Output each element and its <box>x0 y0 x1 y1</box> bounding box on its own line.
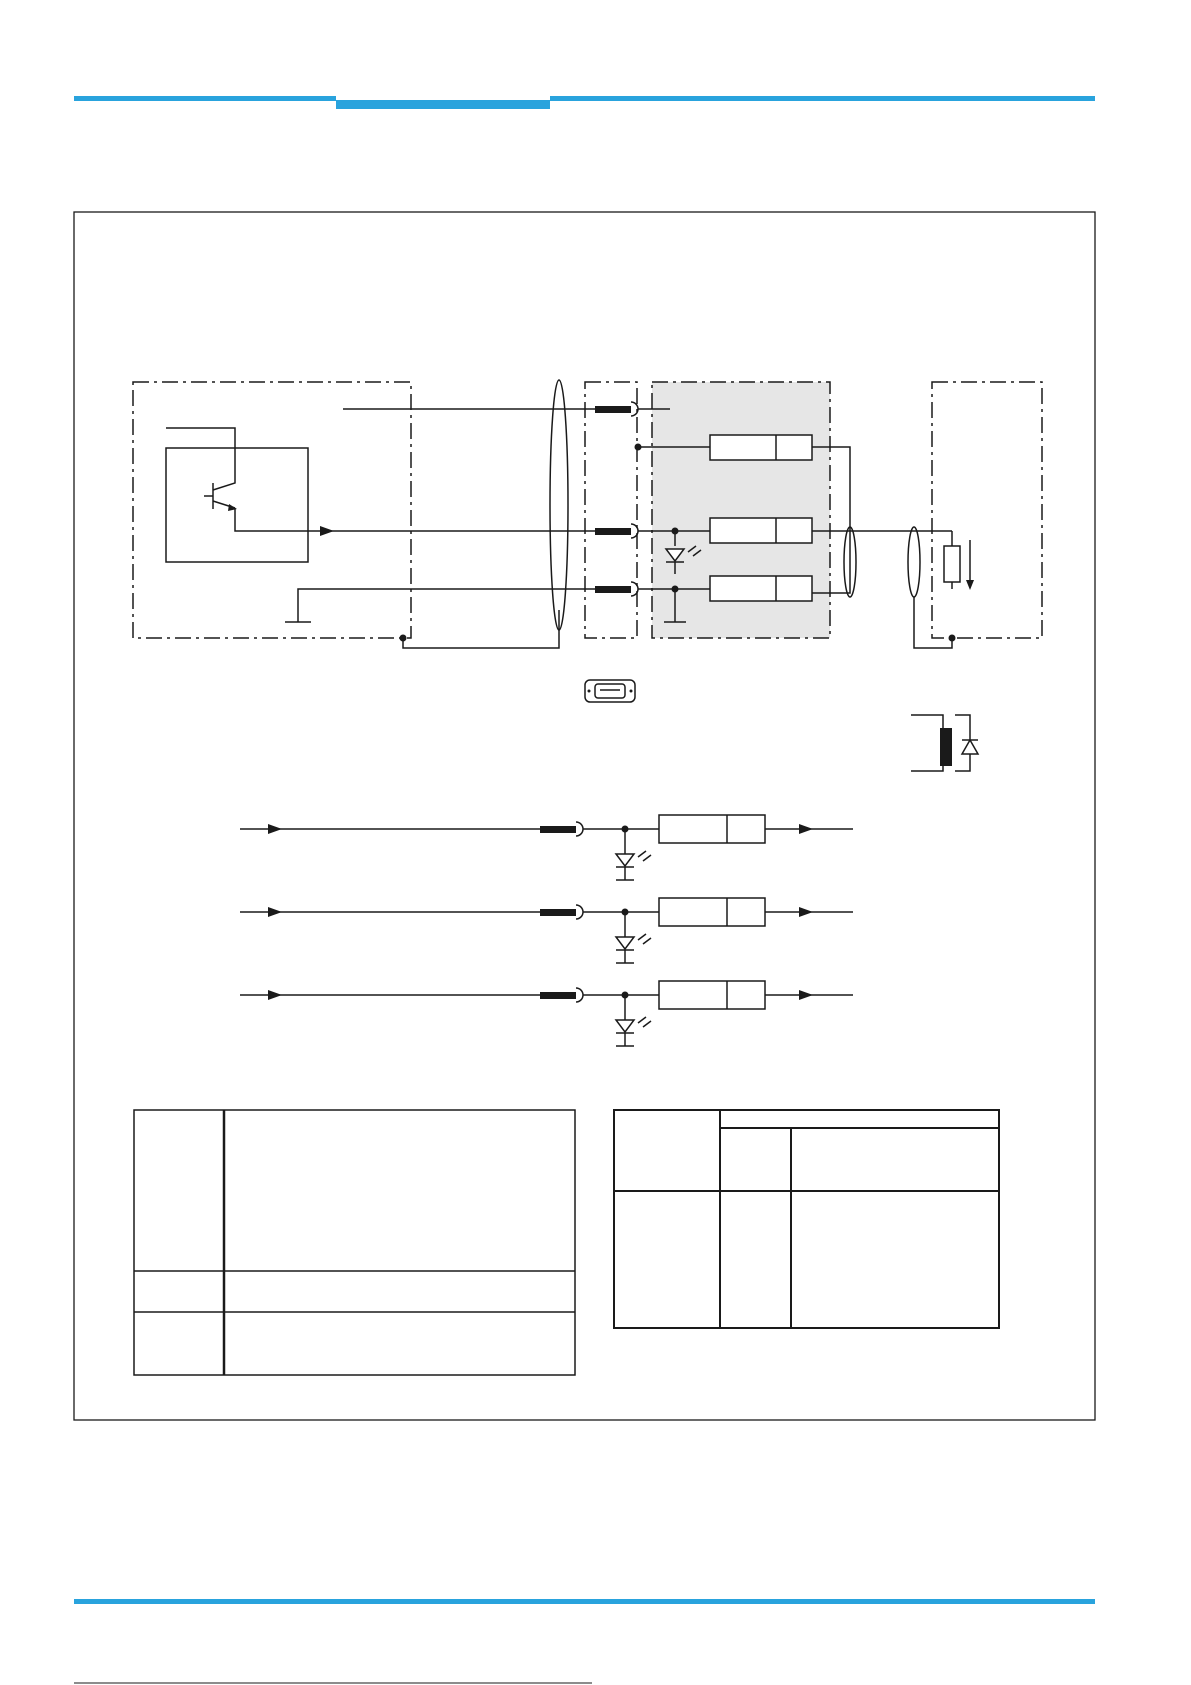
right-table <box>614 1110 999 1328</box>
channel-arrow-out-icon <box>799 824 813 834</box>
header-rule-tab <box>336 100 550 109</box>
pin-marker-3 <box>595 582 638 596</box>
header-rule <box>74 96 1095 109</box>
sub-d-connector-icon <box>585 680 635 702</box>
load-boundary-box <box>932 382 1042 638</box>
module-block-1 <box>710 435 812 460</box>
channel-arrow-out-icon <box>799 907 813 917</box>
header-rule-left <box>74 96 336 101</box>
channel-arrow-in-icon <box>268 824 282 834</box>
sensor-boundary-box <box>133 382 411 638</box>
channel-arrow-out-icon <box>799 990 813 1000</box>
channel-pin-socket <box>576 822 583 836</box>
header-rule-right <box>550 96 1095 101</box>
module-block-2 <box>710 518 812 543</box>
connector-boundary-box <box>585 382 637 638</box>
footer-rule <box>74 1599 1095 1604</box>
load-arrow-icon <box>966 580 974 590</box>
channel-arrow-in-icon <box>268 990 282 1000</box>
input-channel-row <box>240 815 853 880</box>
pin-marker-1 <box>595 402 638 416</box>
input-channel-row <box>240 981 853 1046</box>
channel-pin-socket <box>576 988 583 1002</box>
circuit-schematic <box>133 380 1042 771</box>
shield-junction <box>400 635 407 642</box>
channel-arrow-in-icon <box>268 907 282 917</box>
optocoupler-icon <box>911 715 978 771</box>
led-indicator-icon <box>616 1017 651 1046</box>
channel-pin-marker <box>540 992 576 999</box>
channel-block <box>659 898 765 926</box>
signal-arrow-icon <box>320 526 334 536</box>
channel-block <box>659 815 765 843</box>
led-indicator-icon <box>616 851 651 880</box>
cable-shield-ellipse <box>550 380 568 630</box>
sensor-inner-box <box>166 448 308 562</box>
module-block-3 <box>710 576 812 601</box>
channel-pin-marker <box>540 909 576 916</box>
input-channels <box>240 815 853 1046</box>
npn-transistor-icon <box>166 428 237 511</box>
left-table <box>134 1110 575 1375</box>
output-cable-ellipse-2 <box>908 527 920 597</box>
pin-marker-2 <box>595 524 638 538</box>
right-table-frame <box>614 1110 999 1328</box>
left-table-frame <box>134 1110 575 1375</box>
load-resistor <box>944 546 960 582</box>
figure-frame <box>74 212 1095 1420</box>
channel-pin-marker <box>540 826 576 833</box>
channel-block <box>659 981 765 1009</box>
input-channel-row <box>240 898 853 963</box>
shield-drain-wire <box>403 610 559 648</box>
channel-pin-socket <box>576 905 583 919</box>
signal-wire <box>235 508 600 531</box>
led-indicator-icon <box>616 934 651 963</box>
